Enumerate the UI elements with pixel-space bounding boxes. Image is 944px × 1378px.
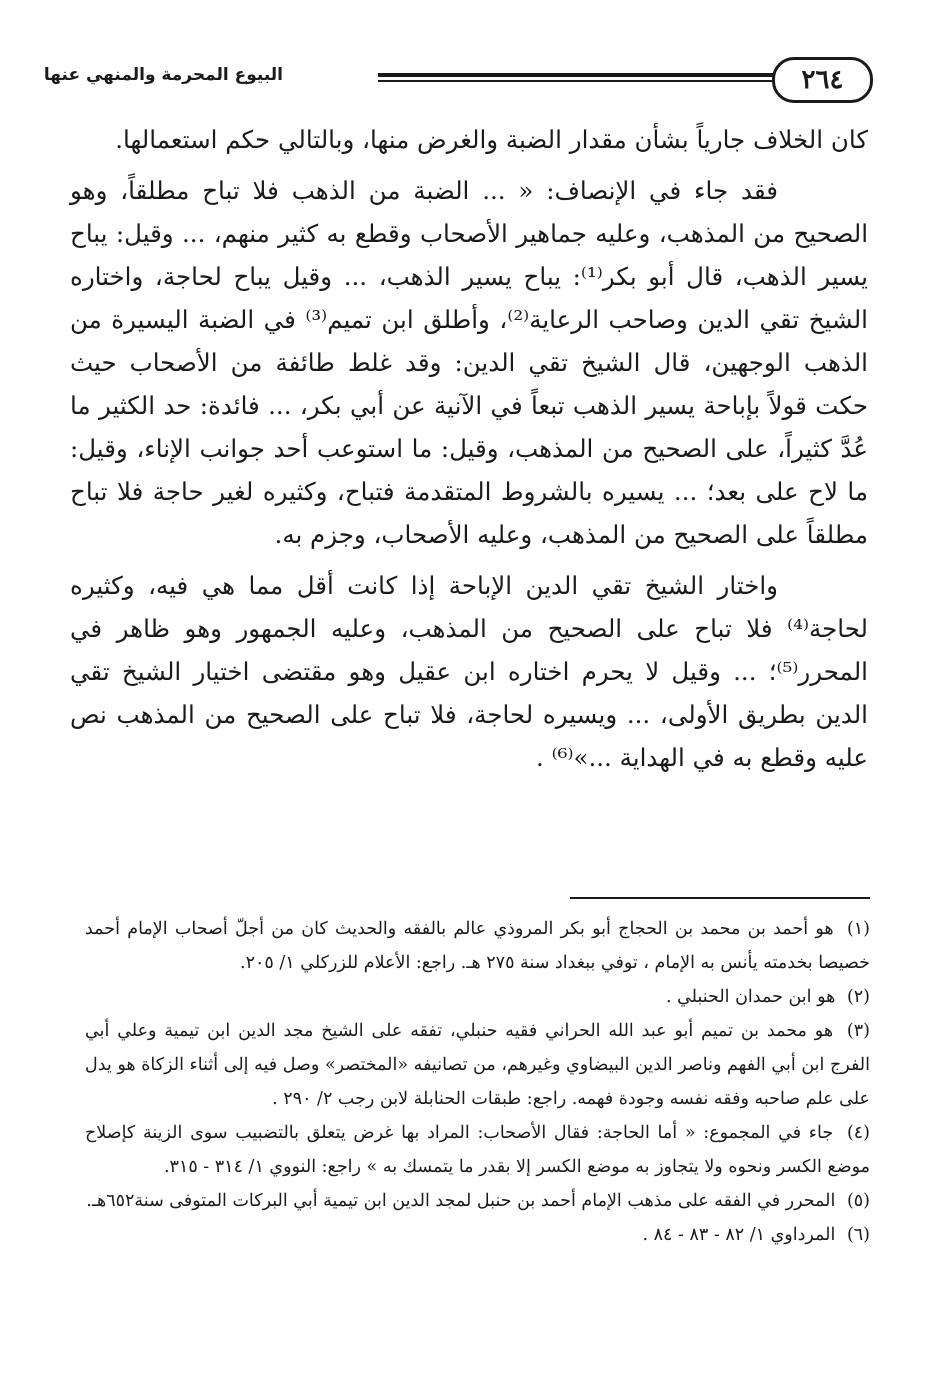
footnote-number: (٤) — [846, 1123, 870, 1143]
footnote-text: هو ابن حمدان الحنبلي . — [665, 987, 836, 1007]
footnote-number: (٥) — [846, 1191, 870, 1211]
footnote-text: المرداوي ١/ ٨٢ - ٨٣ - ٨٤ . — [642, 1225, 836, 1245]
footnote — [85, 1184, 870, 1218]
footnote-text: المحرر في الفقه على مذهب الإمام أحمد بن حنبل لمجد الدين ابن تيمية أبي البركات المتوفى سنة٦٥٢هـ. — [86, 1191, 836, 1211]
footnote — [85, 912, 870, 980]
footnote-text: هو محمد بن تميم أبو عبد الله الحراني فقيه حنبلي، تفقه على الشيخ مجد الدين ابن تيمية وعلي أبي الفرج ابن أبي الفهم وناصر الدين البيضاوي وغيرهم، من تصانيفه «المختصر» وصل فيه إلى أثناء الزكاة هو يدل على علم صاحبه وفقه نفسه وجودة فهمه. راجع: طبقات الحنابلة لابن رجب ٢/ ٢٩٠ . — [85, 1021, 870, 1109]
footnote-separator — [570, 897, 870, 899]
paragraph: فقد جاء في الإنصاف: « ... الضبة من الذهب فلا تباح مطلقاً، وهو الصحيح من المذهب، وعليه جماهير الأصحاب وقطع به كثير منهم، ... وقيل: يباح يسير الذهب، قال أبو بكر⁽¹⁾: يباح يسير الذهب، ... وقيل يباح لحاجة، واختاره الشيخ تقي الدين وصاحب الرعاية⁽²⁾، وأطلق ابن تميم⁽³⁾ في الضبة اليسيرة من الذهب الوجهين، قال الشيخ تقي الدين: وقد غلط طائفة من الأصحاب حيث حكت قولاً بإباحة يسير الذهب تبعاً في الآنية عن أبي بكر، ... فائدة: حد الكثير ما عُدَّ كثيراً، على الصحيح من المذهب، وقيل: ما استوعب أحد جوانب الإناء، وقيل: ما لاح على بعد؛ ... يسيره بالشروط المتقدمة فتباح، وكثيره لغير حاجة فلا تباح مطلقاً على الصحيح من المذهب، وعليه الأصحاب، وجزم به. — [70, 176, 868, 549]
main-text — [70, 118, 868, 787]
footnote-number: (٢) — [846, 987, 870, 1007]
running-title: البيوع المحرمة والمنهي عنها — [43, 65, 283, 85]
page-header — [43, 55, 873, 105]
footnote — [85, 1218, 870, 1252]
footnote-number: (٣) — [846, 1021, 870, 1041]
footnote — [85, 1014, 870, 1116]
footnote-number: (١) — [846, 919, 870, 939]
footnotes — [85, 912, 870, 1252]
footnote — [85, 980, 870, 1014]
footnote-text: هو أحمد بن محمد بن الحجاج أبو بكر المروذي عالم بالفقه والحديث كان من أجلّ أصحاب الإمام أحمد خصيصا بخدمته يأنس به الإمام ، توفي ببغداد سنة ٢٧٥ هـ. راجع: الأعلام للزركلي ١/ ٢٠٥. — [85, 919, 870, 973]
paragraph: واختار الشيخ تقي الدين الإباحة إذا كانت أقل مما هي فيه، وكثيره لحاجة⁽⁴⁾ فلا تباح على الصحيح من المذهب، وعليه الجمهور وهو ظاهر في المحرر⁽⁵⁾؛ ... وقيل لا يحرم اختاره ابن عقيل وهو مقتضى اختيار الشيخ تقي الدين بطريق الأولى، ... ويسيره لحاجة، فلا تباح على الصحيح من المذهب نص عليه وقطع به في الهداية ...»⁽⁶⁾ . — [70, 571, 868, 772]
header-rule-thin — [378, 80, 773, 82]
footnote-number: (٦) — [846, 1225, 870, 1245]
page-number: ٢٦٤ — [772, 57, 873, 103]
footnote-text: جاء في المجموع: « أما الحاجة: فقال الأصحاب: المراد بها غرض يتعلق بالتضبيب سوى الزينة كإصلاح موضع الكسر ونحوه ولا يتجاوز به موضع الكسر إلا بقدر ما يتمسك به » راجع: النووي ١/ ٣١٤ - ٣١٥. — [85, 1123, 870, 1177]
header-rule — [378, 73, 773, 77]
paragraph: كان الخلاف جارياً بشأن مقدار الضبة والغرض منها، وبالتالي حكم استعمالها. — [115, 125, 868, 154]
footnote — [85, 1116, 870, 1184]
